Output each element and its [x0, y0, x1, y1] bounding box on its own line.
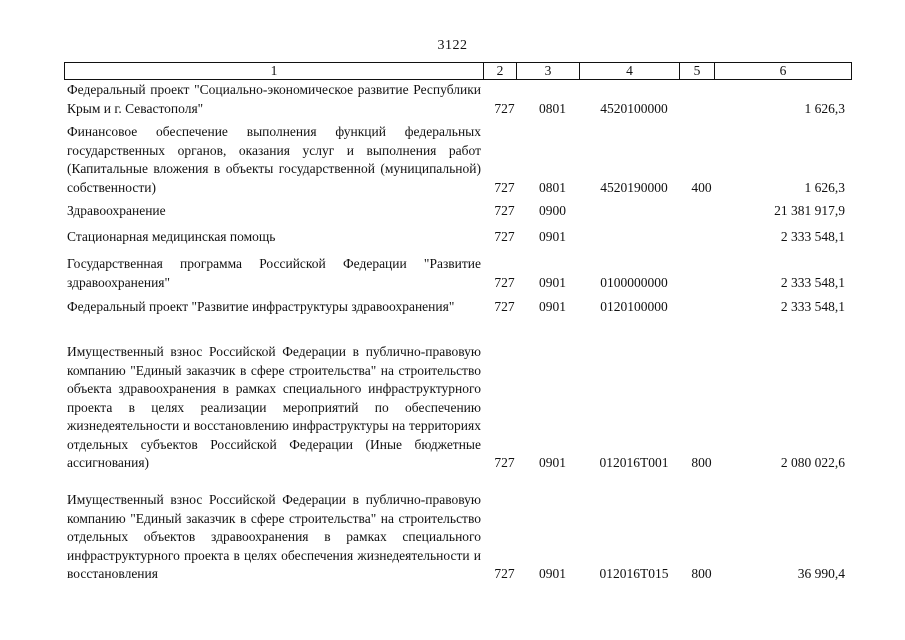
row-amount: 1 626,3 [804, 179, 845, 195]
row-section: 0901 [539, 229, 566, 244]
table-row [64, 228, 850, 247]
row-section: 0901 [539, 455, 566, 470]
row-name: Финансовое обеспечение выполнения функций федеральных государственных органов, оказания услуг и выполнения работ (Капитальные вложения в объекты государственной (муниципальной) собственности) [67, 124, 481, 195]
row-section: 0900 [539, 203, 566, 218]
row-target: 012016Т001 [599, 455, 669, 470]
row-code: 727 [494, 203, 515, 218]
row-name: Федеральный проект "Развитие инфраструктуры здравоохранения" [67, 299, 455, 314]
row-section: 0901 [539, 566, 566, 581]
row-expense-type: 800 [691, 455, 712, 470]
column-header-2: 2 [484, 63, 517, 79]
row-amount: 1 626,3 [804, 100, 845, 116]
row-amount: 2 333 548,1 [780, 274, 845, 290]
table-row [64, 202, 850, 221]
page-number: 3122 [437, 38, 468, 53]
row-target: 4520190000 [600, 179, 668, 195]
row-amount: 2 333 548,1 [780, 229, 845, 244]
column-header-4: 4 [580, 63, 680, 79]
row-code: 727 [494, 179, 515, 195]
row-target: 4520100000 [600, 100, 668, 116]
table-row [64, 123, 850, 197]
table-row [64, 81, 850, 118]
row-expense-type: 800 [691, 566, 712, 581]
row-section: 0801 [539, 179, 566, 195]
table-header [64, 62, 852, 80]
table-row [64, 255, 850, 292]
row-name: Здравоохранение [67, 203, 166, 218]
row-amount: 21 381 917,9 [774, 203, 845, 218]
column-header-3: 3 [517, 63, 580, 79]
row-code: 727 [494, 566, 515, 581]
row-code: 727 [494, 455, 515, 470]
row-name: Государственная программа Российской Федерации "Развитие здравоохранения" [67, 256, 481, 290]
row-section: 0901 [539, 299, 566, 314]
row-code: 727 [494, 229, 515, 244]
table-row [64, 343, 850, 473]
row-name: Имущественный взнос Российской Федерации в публично-правовую компанию "Единый заказчик в сфере строительства" на строительство отдельных объектов здравоохранения в рамках специального инфраструктурного проекта в целях обеспечения жизнедеятельности и восстановления [67, 492, 481, 581]
row-amount: 2 333 548,1 [780, 299, 845, 314]
column-header-6: 6 [779, 63, 787, 78]
row-target: 0100000000 [600, 274, 668, 290]
row-section: 0801 [539, 100, 566, 116]
row-code: 727 [494, 274, 515, 290]
row-name: Стационарная медицинская помощь [67, 229, 276, 244]
row-code: 727 [494, 299, 515, 314]
row-amount: 36 990,4 [797, 566, 845, 581]
column-header-5: 5 [680, 63, 715, 79]
row-target: 0120100000 [600, 299, 668, 314]
row-code: 727 [494, 100, 515, 116]
table-row [64, 491, 850, 584]
row-expense-type: 400 [691, 179, 712, 195]
table-row [64, 298, 850, 317]
row-name: Федеральный проект "Социально-экономическое развитие Республики Крым и г. Севастополя" [67, 82, 481, 116]
column-header-1: 1 [65, 63, 484, 79]
row-name: Имущественный взнос Российской Федерации в публично-правовую компанию "Единый заказчик в сфере строительства" на строительство объекта здравоохранения в рамках специального инфраструктурного проекта в целях реализации мероприятий по обеспечению жизнедеятельности и восстановлению инфраструктуры на территориях отдельных субъектов Российской Федерации (Иные бюджетные ассигнования) [67, 344, 481, 470]
row-target: 012016Т015 [599, 566, 669, 581]
row-amount: 2 080 022,6 [780, 455, 845, 470]
row-section: 0901 [539, 274, 566, 290]
